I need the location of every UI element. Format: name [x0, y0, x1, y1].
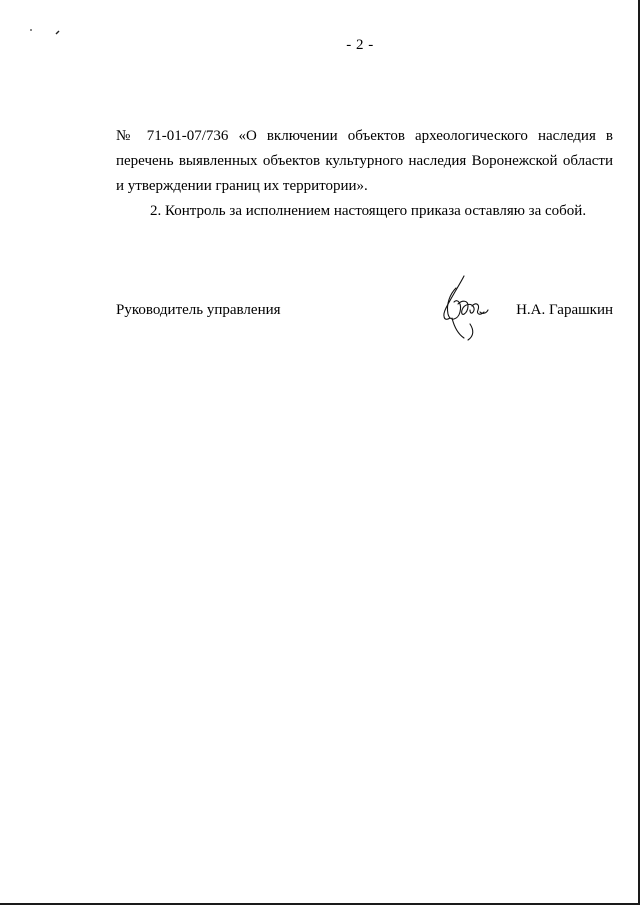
- signature-block: [116, 302, 613, 372]
- paragraph-line: и утверждении границ их территории».: [116, 178, 368, 194]
- handwritten-signature: [434, 274, 494, 346]
- paragraph-control-clause: [116, 199, 613, 224]
- paragraph-continuation: [116, 124, 613, 199]
- paragraph-line: 2. Контроль за исполнением настоящего приказа оставляю за собой.: [150, 203, 587, 219]
- signer-name: Н.А. Гарашкин: [516, 302, 613, 318]
- signer-title: Руководитель управления: [116, 302, 281, 318]
- paragraph-line: перечень выявленных объектов культурного наследия Воронежской области: [116, 153, 613, 169]
- paragraph-line: № 71-01-07/736 «О включении объектов археологического наследия в: [116, 128, 613, 144]
- page-number: - 2 -: [346, 37, 374, 53]
